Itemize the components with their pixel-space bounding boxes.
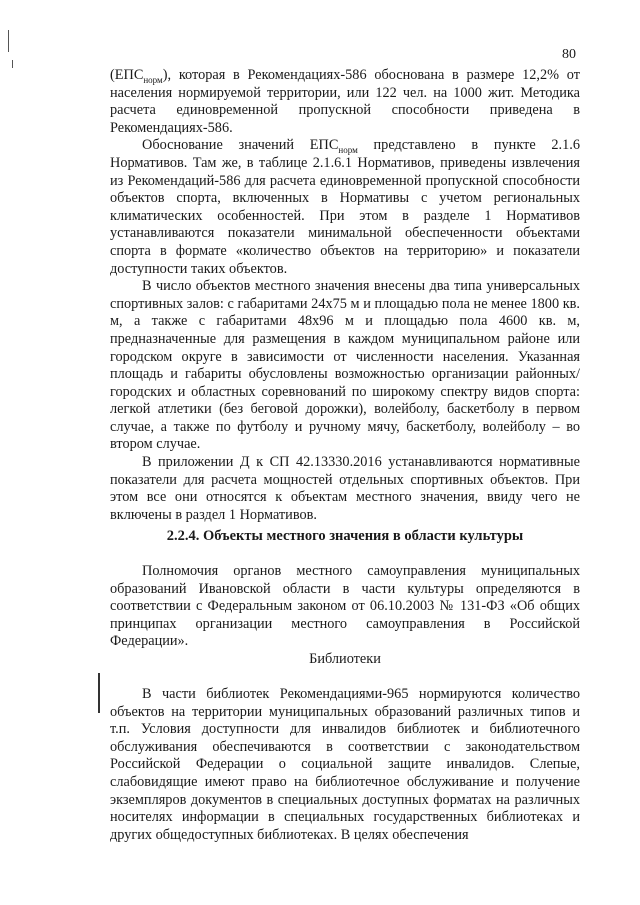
section-title: 2.2.4. Объекты местного значения в области культуры [166,528,524,544]
page-number: 80 [562,47,576,62]
paragraph-5: Полномочия органов местного самоуправления муниципальных образований Ивановской области в части культуры определяются в соответствии с Федеральным законом от 06.10.2003 № 131-ФЗ «Об общих принципах организации местного самоуправления в Российской Федерации». [110,563,580,650]
paragraph-3: В число объектов местного значения внесены два типа универсальных спортивных залов: с габаритами 24х75 м и площадью пола не менее 1800 кв. м, а также с габаритами 48х96 м и площадью пола 4600 кв. м, предназначенные для размещения в каждом муниципальном районе или городском округе в зависимости от численности населения. Указанная площадь и габариты обусловлены возможностью организации районных/городских и областных соревнований по широкому спектру видов спорта: легкой атлетики (без беговой дорожки), волейболу, баскетболу в первом случае, а также по футболу и ручному мячу, баскетболу, волейболу – во втором случае. [110,278,580,453]
body-text-libraries [110,686,580,844]
scan-margin-mark-top [8,30,9,52]
scan-margin-mark-middle [12,60,13,68]
paragraph-1: $(ЕПС_{норм})$, которая в Рекомендациях-586 обоснована в размере 12,2% от населения нормируемой территории, или 122 чел. на 1000 жит. Методика расчета единовременной пропускной способности приведена в Рекомендациях-586. [110,67,580,136]
scan-margin-mark-side [98,673,100,713]
body-text-upper [110,67,580,524]
paragraph-6: В части библиотек Рекомендациями-965 нормируются количество объектов на территории муниципальных образований различных типов и т.п. Условия доступности для инвалидов библиотек и библиотечного обслуживания обеспечиваются в соответствии с законодательством Российской Федерации о социальной защите инвалидов. Слепые, слабовидящие имеют право на библиотечное обслуживание и получение экземпляров документов в специальных доступных форматах на различных носителях информации в специальных государственных библиотеках и других общедоступных библиотеках. В целях обеспечения [110,686,580,843]
section-heading [110,528,580,546]
paragraph-2: Обоснование значений $ЕПС_{норм}$ представлено в пункте 2.1.6 Нормативов. Там же, в таблице 2.1.6.1 Нормативов, приведены извлечения из Рекомендаций-586 для расчета единовременной пропускной способности объектов спорта, включенных в Нормативы с учетом региональных климатических особенностей. При этом в разделе 1 Нормативов устанавливаются показатели минимальной обеспеченности объектами спорта в формате «количество объектов на территорию» и показатели доступности таких объектов. [110,137,580,277]
subheading-libraries: Библиотеки [309,651,381,667]
body-text-lower [110,563,580,651]
libraries-subheading-block [110,651,580,669]
paragraph-4: В приложении Д к СП 42.13330.2016 устанавливаются нормативные показатели для расчета мощностей отдельных спортивных объектов. При этом все они относятся к объектам местного значения, ввиду чего не включены в раздел 1 Нормативов. [110,454,580,523]
